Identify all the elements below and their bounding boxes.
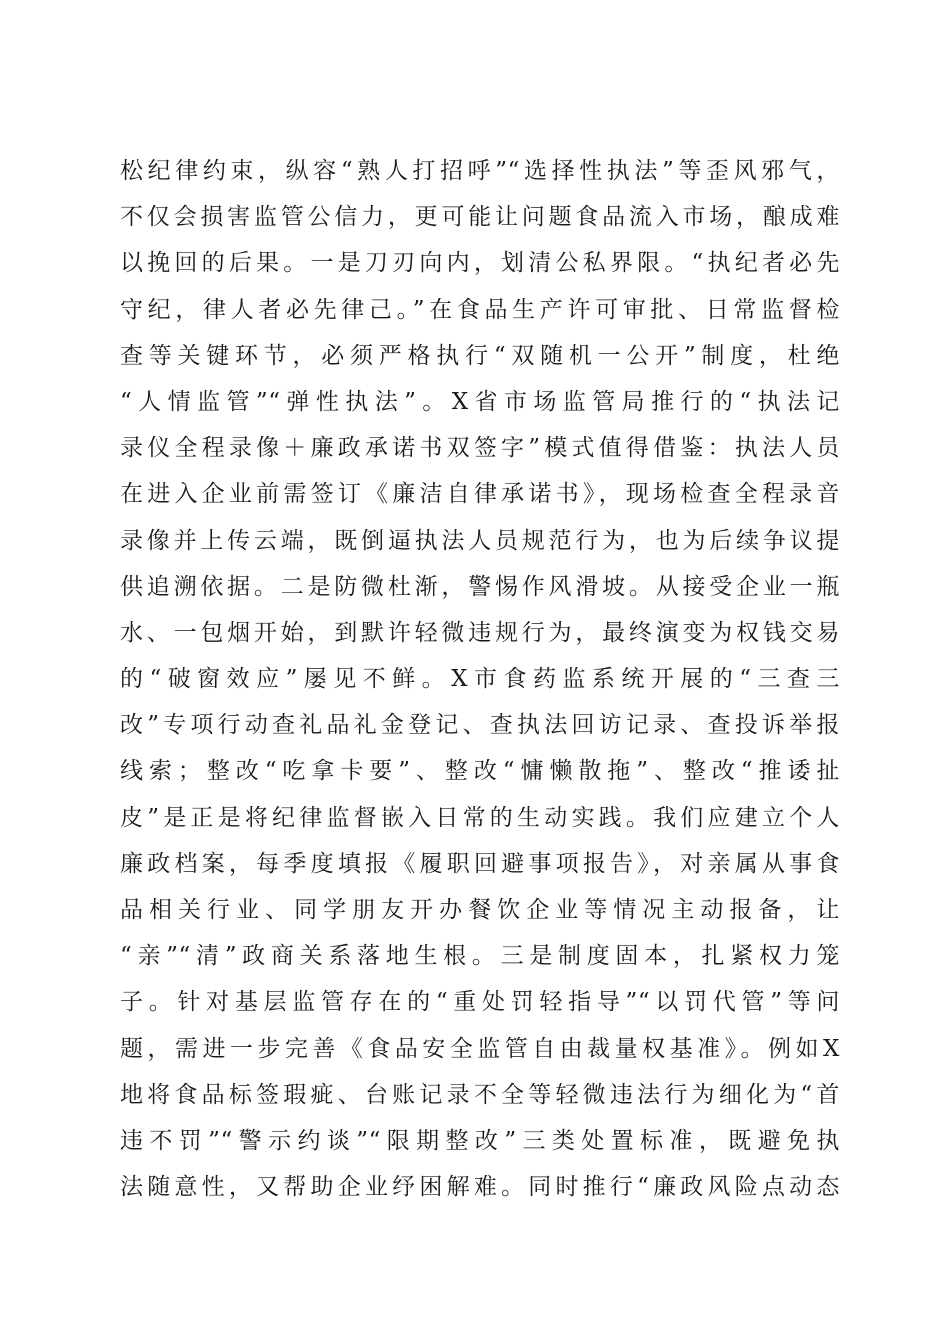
- text-line-16: 廉政档案，每季度填报《履职回避事项报告》，对亲属从事食: [120, 850, 840, 877]
- text-line-3: 以挽回的后果。一是刀刃向内，划清公私界限。“执纪者必先: [120, 250, 840, 277]
- text-line-1: 松纪律约束，纵容“熟人打招呼”“选择性执法”等歪风邪气，: [120, 158, 840, 184]
- text-line-4: 守纪，律人者必先律己。”在食品生产许可审批、日常监督检: [120, 296, 840, 323]
- text-line-15: 皮”是正是将纪律监督嵌入日常的生动实践。我们应建立个人: [120, 804, 840, 831]
- text-line-5: 查等关键环节，必须严格执行“双随机一公开”制度，杜绝: [120, 342, 840, 369]
- text-line-22: 违不罚”“警示约谈”“限期整改”三类处置标准，既避免执: [120, 1127, 840, 1154]
- text-line-19: 子。针对基层监管存在的“重处罚轻指导”“以罚代管”等问: [120, 989, 840, 1016]
- text-line-11: 水、一包烟开始，到默许轻微违规行为，最终演变为权钱交易: [120, 619, 840, 646]
- body-paragraph: [120, 148, 840, 1210]
- text-line-23: 法随意性，又帮助企业纾困解难。同时推行“廉政风险点动态: [120, 1174, 840, 1201]
- text-line-20: 题，需进一步完善《食品安全监管自由裁量权基准》。例如X: [120, 1035, 840, 1062]
- text-line-8: 在进入企业前需签订《廉洁自律承诺书》，现场检查全程录音: [120, 481, 840, 508]
- text-line-21: 地将食品标签瑕疵、台账记录不全等轻微违法行为细化为“首: [120, 1081, 840, 1108]
- text-line-13: 改”专项行动查礼品礼金登记、查执法回访记录、查投诉举报: [120, 712, 840, 739]
- text-line-6: “人情监管”“弹性执法”。X省市场监管局推行的“执法记: [120, 388, 840, 415]
- text-line-10: 供追溯依据。二是防微杜渐，警惕作风滑坡。从接受企业一瓶: [120, 573, 840, 600]
- text-line-14: 线索；整改“吃拿卡要”、整改“慵懒散拖”、整改“推诿扯: [120, 758, 840, 785]
- text-line-7: 录仪全程录像＋廉政承诺书双签字”模式值得借鉴：执法人员: [120, 435, 840, 462]
- text-line-18: “亲”“清”政商关系落地生根。三是制度固本，扎紧权力笼: [120, 943, 840, 970]
- text-line-9: 录像并上传云端，既倒逼执法人员规范行为，也为后续争议提: [120, 527, 840, 554]
- text-line-17: 品相关行业、同学朋友开办餐饮企业等情况主动报备，让: [120, 897, 840, 923]
- text-line-12: 的“破窗效应”屡见不鲜。X市食药监系统开展的“三查三: [120, 666, 840, 693]
- text-line-2: 不仅会损害监管公信力，更可能让问题食品流入市场，酿成难: [120, 204, 840, 231]
